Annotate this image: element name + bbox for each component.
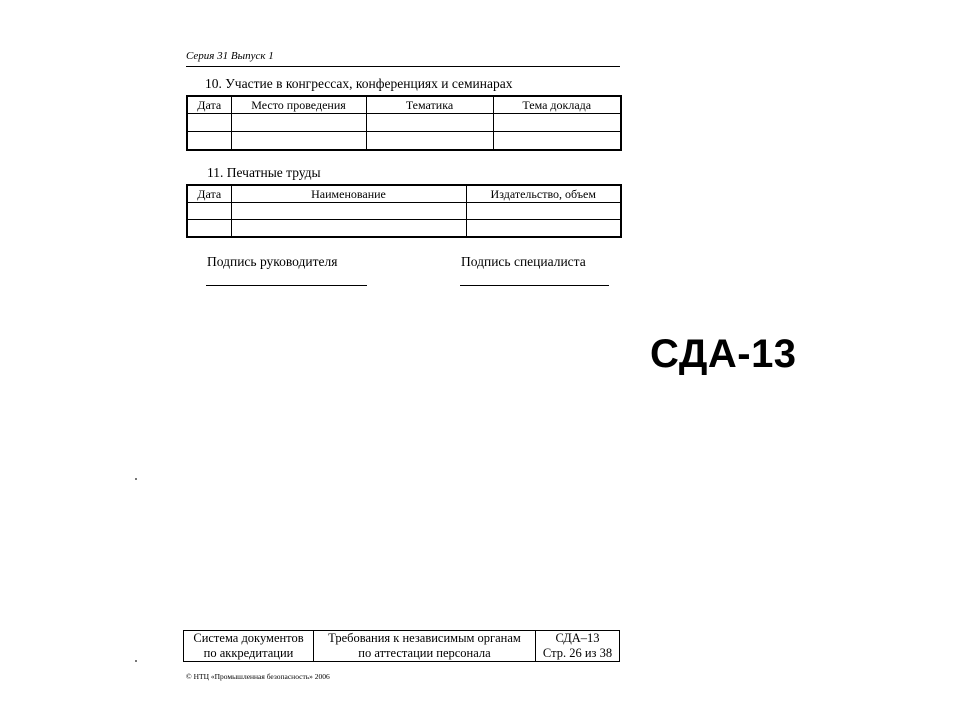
specialist-signature-line xyxy=(460,285,609,286)
table-cell xyxy=(493,114,621,132)
column-header: Наименование xyxy=(231,185,466,203)
column-header: Дата xyxy=(187,96,231,114)
specialist-signature-label: Подпись специалиста xyxy=(461,254,586,269)
footer-row xyxy=(184,631,620,662)
table-cell xyxy=(466,203,621,220)
footer-requirements-line-1: Требования к независимым органам xyxy=(328,631,521,645)
table-cell xyxy=(231,132,366,151)
manager-signature-label: Подпись руководителя xyxy=(207,254,338,269)
column-header: Тема доклада xyxy=(493,96,621,114)
table-row xyxy=(187,220,621,238)
column-header: Издательство, объем xyxy=(466,185,621,203)
table-cell xyxy=(187,114,231,132)
section-10-title: 10. Участие в конгрессах, конференциях и семинарах xyxy=(205,76,513,91)
printed-works-table xyxy=(186,184,622,238)
table-row xyxy=(187,114,621,132)
footer-requirements-cell xyxy=(314,631,536,662)
margin-mark xyxy=(135,660,137,662)
table-cell xyxy=(366,114,493,132)
table-cell xyxy=(231,114,366,132)
table-cell xyxy=(187,132,231,151)
header-rule xyxy=(186,66,620,67)
section-11-title: 11. Печатные труды xyxy=(207,165,321,180)
document-footer xyxy=(183,630,620,662)
table-cell xyxy=(187,220,231,238)
table-cell xyxy=(466,220,621,238)
table-cell xyxy=(493,132,621,151)
footer-system-line-1: Система документов xyxy=(193,631,304,645)
table-cell xyxy=(231,220,466,238)
table-header-row xyxy=(187,96,621,114)
column-header: Тематика xyxy=(366,96,493,114)
document-code-heading: СДА-13 xyxy=(650,332,797,376)
footer-code-cell xyxy=(536,631,620,662)
congress-participation-table xyxy=(186,95,622,151)
footer-doc-code: СДА–13 xyxy=(555,631,600,645)
column-header: Место проведения xyxy=(231,96,366,114)
footer-requirements-line-2: по аттестации персонала xyxy=(358,646,491,660)
table-cell xyxy=(366,132,493,151)
manager-signature-line xyxy=(206,285,367,286)
table-header-row xyxy=(187,185,621,203)
copyright-notice: © НТЦ «Промышленная безопасность» 2006 xyxy=(186,672,330,681)
table-cell xyxy=(231,203,466,220)
column-header: Дата xyxy=(187,185,231,203)
table-cell xyxy=(187,203,231,220)
table-row xyxy=(187,203,621,220)
table-row xyxy=(187,132,621,151)
footer-page-number: Стр. 26 из 38 xyxy=(542,646,613,660)
series-header: Серия 31 Выпуск 1 xyxy=(186,50,274,62)
footer-system-cell xyxy=(184,631,314,662)
footer-system-line-2: по аккредитации xyxy=(203,646,294,660)
margin-mark xyxy=(135,478,137,480)
